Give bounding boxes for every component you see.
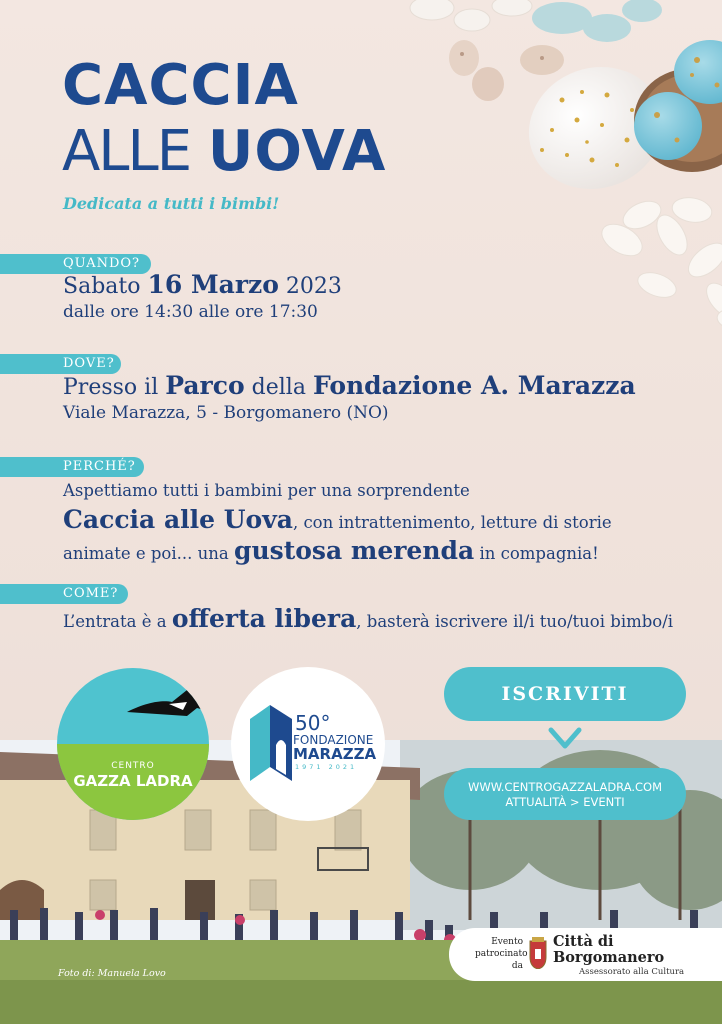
perche-line-1: Aspettiamo tutti i bambini per una sorprendente [63,481,470,500]
website-url: WWW.CENTROGAZZALADRA.COM [467,780,663,794]
sponsor-text [475,936,528,972]
come-label: COME? [0,584,128,604]
website-path: ATTUALITÀ > EVENTI [505,795,625,809]
quando-label: QUANDO? [0,254,151,274]
come-post: , basterà iscrivere il/i tuo/tuoi bimbo/i [356,612,674,631]
sponsor-box [449,928,722,981]
dove-address: Viale Marazza, 5 - Borgomanero (NO) [63,403,389,423]
citta-line-2: Borgomanero [553,949,665,966]
website-link[interactable] [444,768,686,820]
title-line-1: CACCIA [62,53,299,118]
city-crest-icon [528,937,548,969]
perche-line-2-rest: , con intrattenimento, letture di storie [292,513,612,532]
dove-parco: Parco [165,371,245,400]
quando-day: Sabato [63,274,141,299]
perche-line-3 [63,536,599,565]
perche-merenda: gustosa merenda [233,536,475,565]
quando-hours: dalle ore 14:30 alle ore 17:30 [63,302,318,322]
subtitle: Dedicata a tutti i bimbi! [63,194,280,213]
book-icon [250,705,292,781]
dove-label: DOVE? [0,354,121,374]
dove-place [63,371,636,400]
magpie-icon [117,668,209,732]
gazza-name-text: GAZZA LADRA [73,772,193,790]
fondazione-marazza-logo [231,667,385,821]
citta-name [553,934,664,966]
marazza-50-text: 50° [295,711,331,735]
perche-line-2 [63,505,612,534]
title-uova: UOVA [207,119,387,184]
dove-fondazione: Fondazione A. Marazza [312,371,636,400]
come-offerta: offerta libera [171,604,357,633]
centro-gazza-ladra-logo [57,668,209,820]
come-line [63,604,673,633]
title-alle: ALLE [62,119,191,184]
title-line-2 [62,119,387,184]
easter-eggs-decoration [392,0,722,350]
photo-credit: Foto di: Manuela Lovo [58,968,166,979]
perche-line-3-post: in compagnia! [479,544,599,563]
quando-date [63,270,342,299]
marazza-name-text: MARAZZA [293,745,377,763]
iscriviti-button[interactable]: ISCRIVITI [444,667,686,721]
quando-year: 2023 [285,274,342,299]
sponsor-line-2: patrocinato [475,949,528,959]
come-pre: L’entrata è a [63,612,167,631]
citta-line-1: Città di [553,933,614,950]
marazza-fondazione-text: FONDAZIONE [293,733,374,747]
perche-line-3-pre: animate e poi... una [63,544,229,563]
perche-label: PERCHÉ? [0,457,144,477]
dove-della: della [251,375,306,400]
perche-caccia: Caccia alle Uova [63,505,293,534]
sponsor-line-1: Evento [491,937,523,947]
chevron-down-icon [548,726,582,752]
dove-pre: Presso il [63,375,159,400]
marazza-years-text: 1971 2021 [295,763,358,771]
quando-date-bold: 16 Marzo [147,270,279,299]
sponsor-line-3: da [511,961,523,971]
gazza-centro-text: CENTRO [111,761,155,771]
assessorato-text: Assessorato alla Cultura [579,967,685,977]
